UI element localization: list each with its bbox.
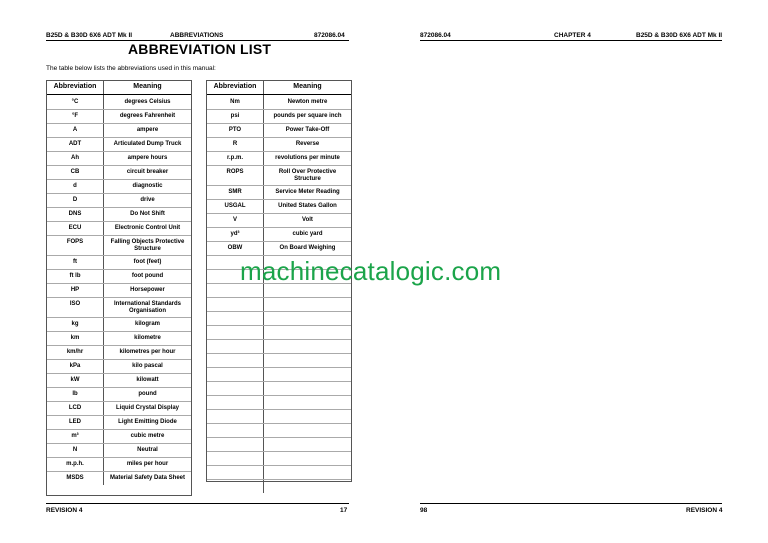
left-header-code: 872086.04 [314, 32, 345, 39]
table-row [47, 193, 191, 207]
abbreviation-cell [207, 368, 264, 381]
right-header-rule [420, 40, 722, 41]
table-row [207, 325, 351, 339]
meaning-cell: Liquid Crystal Display [115, 405, 179, 412]
meaning-cell: miles per hour [126, 461, 169, 468]
table-row [47, 165, 191, 179]
column-header-meaning: Meaning [293, 83, 322, 91]
meaning-cell [264, 312, 351, 325]
table-row [47, 401, 191, 415]
right-header-chapter: CHAPTER 4 [554, 32, 591, 39]
meaning-cell: International Standards Organisation [113, 300, 181, 314]
column-header-meaning: Meaning [133, 83, 162, 91]
table-row [207, 409, 351, 423]
abbreviation-cell: lb [47, 388, 104, 401]
abbreviation-cell: Nm [207, 95, 264, 109]
meaning-cell: Falling Objects Protective Structure [110, 238, 185, 252]
abbreviation-cell: d [47, 180, 104, 193]
table-row [207, 185, 351, 199]
table-row [47, 95, 191, 109]
meaning-cell [264, 326, 351, 339]
table-header-row [207, 81, 351, 95]
table-row [207, 339, 351, 353]
meaning-cell: Roll Over Protective Structure [278, 168, 337, 182]
meaning-cell: ampere hours [127, 155, 168, 162]
meaning-cell: Volt [302, 217, 313, 224]
table-row [207, 437, 351, 451]
meaning-cell: cubic metre [130, 433, 165, 440]
abbreviation-cell: ECU [47, 222, 104, 235]
abbreviation-cell: kg [47, 318, 104, 331]
meaning-cell [264, 298, 351, 311]
abbreviation-cell: USGAL [207, 200, 264, 213]
meaning-cell [264, 340, 351, 353]
abbreviation-table-left [46, 80, 192, 496]
table-row [47, 221, 191, 235]
meaning-cell [264, 438, 351, 451]
table-row [47, 137, 191, 151]
table-row [47, 471, 191, 485]
table-row [47, 331, 191, 345]
meaning-cell [264, 354, 351, 367]
table-row [207, 297, 351, 311]
table-row [207, 109, 351, 123]
table-row [47, 179, 191, 193]
table-row [207, 151, 351, 165]
meaning-cell: kilometre [134, 335, 161, 342]
abbreviation-cell: ft [47, 256, 104, 269]
abbreviation-cell: yd³ [207, 228, 264, 241]
abbreviation-cell: ROPS [207, 166, 264, 185]
meaning-cell: ampere [136, 127, 159, 134]
abbreviation-cell [207, 396, 264, 409]
table-row [47, 415, 191, 429]
column-header-abbreviation: Abbreviation [207, 81, 264, 94]
meaning-cell [264, 410, 351, 423]
abbreviation-cell: km [47, 332, 104, 345]
table-row [207, 465, 351, 479]
abbreviation-cell: ft lb [47, 270, 104, 283]
meaning-cell [264, 452, 351, 465]
table-row [47, 457, 191, 471]
abbreviation-cell: °C [47, 95, 104, 109]
meaning-cell: degrees Celsius [124, 98, 171, 105]
meaning-cell: Service Meter Reading [275, 189, 340, 196]
meaning-cell: Reverse [295, 141, 320, 148]
meaning-cell: kilogram [134, 321, 160, 328]
table-row [47, 235, 191, 255]
abbreviation-cell: OBW [207, 242, 264, 255]
abbreviation-cell [207, 410, 264, 423]
table-row [207, 423, 351, 437]
meaning-cell: Light Emitting Diode [118, 419, 177, 426]
meaning-cell: kilometres per hour [119, 349, 176, 356]
abbreviation-cell: N [47, 444, 104, 457]
meaning-cell [264, 480, 351, 493]
table-row [207, 123, 351, 137]
table-row [207, 199, 351, 213]
table-row [207, 95, 351, 109]
abbreviation-cell [207, 452, 264, 465]
table-row [47, 151, 191, 165]
table-row [207, 311, 351, 325]
left-footer-revision: REVISION 4 [46, 507, 83, 514]
abbreviation-cell: FOPS [47, 236, 104, 255]
table-row [207, 241, 351, 255]
abbreviation-cell [207, 466, 264, 479]
meaning-cell: Power Take-Off [285, 127, 330, 134]
meaning-cell: Material Safety Data Sheet [109, 475, 186, 482]
abbreviation-cell [207, 312, 264, 325]
table-row [207, 395, 351, 409]
table-row [47, 269, 191, 283]
abbreviation-cell: HP [47, 284, 104, 297]
right-footer-rule [420, 503, 722, 504]
meaning-cell [264, 382, 351, 395]
table-row [207, 367, 351, 381]
abbreviation-cell: DNS [47, 208, 104, 221]
table-row [47, 297, 191, 317]
table-row [47, 123, 191, 137]
right-footer-revision: REVISION 4 [686, 507, 723, 514]
watermark-text: machinecatalogic.com [240, 256, 502, 286]
page-title: ABBREVIATION LIST [128, 41, 272, 57]
abbreviation-cell [207, 326, 264, 339]
table-row [207, 353, 351, 367]
abbreviation-cell: A [47, 124, 104, 137]
abbreviation-cell: MSDS [47, 472, 104, 485]
meaning-cell: United States Gallon [278, 203, 337, 210]
abbreviation-cell [207, 354, 264, 367]
meaning-cell: Articulated Dump Truck [113, 141, 182, 148]
abbreviation-cell: m³ [47, 430, 104, 443]
abbreviation-cell [207, 298, 264, 311]
meaning-cell [264, 368, 351, 381]
abbreviation-cell: m.p.h. [47, 458, 104, 471]
table-row [47, 207, 191, 221]
meaning-cell: Neutral [137, 447, 158, 454]
meaning-cell: foot pound [131, 273, 164, 280]
abbreviation-cell: SMR [207, 186, 264, 199]
meaning-cell [264, 396, 351, 409]
left-footer-page-number: 17 [340, 507, 348, 514]
abbreviation-cell: V [207, 214, 264, 227]
left-header-model: B25D & B30D 6X6 ADT Mk II [46, 32, 133, 39]
meaning-cell: foot (feet) [133, 259, 162, 266]
table-row [207, 381, 351, 395]
meaning-cell: pounds per square inch [273, 113, 342, 120]
table-row [47, 345, 191, 359]
table-row [207, 451, 351, 465]
abbreviation-cell: ISO [47, 298, 104, 317]
table-row [47, 443, 191, 457]
table-row [207, 165, 351, 185]
meaning-cell: kilowatt [136, 377, 159, 384]
abbreviation-cell: kPa [47, 360, 104, 373]
left-header-section: ABBREVIATIONS [170, 32, 224, 39]
abbreviation-cell [207, 480, 264, 493]
table-row [47, 387, 191, 401]
table-row [207, 227, 351, 241]
table-row [47, 255, 191, 269]
meaning-cell: revolutions per minute [275, 155, 340, 162]
table-row [47, 373, 191, 387]
abbreviation-cell: R [207, 138, 264, 151]
intro-text: The table below lists the abbreviations used in this manual: [46, 65, 216, 72]
meaning-cell: degrees Fahrenheit [119, 113, 176, 120]
meaning-cell [264, 424, 351, 437]
table-row [47, 317, 191, 331]
right-header-code: 872086.04 [420, 32, 451, 39]
left-footer-rule [46, 503, 349, 504]
table-row [47, 109, 191, 123]
meaning-cell: pound [138, 391, 157, 398]
meaning-cell: Newton metre [287, 98, 328, 105]
right-header-model: B25D & B30D 6X6 ADT Mk II [636, 32, 723, 39]
abbreviation-cell: D [47, 194, 104, 207]
table-header-row [47, 81, 191, 95]
meaning-cell: Electronic Control Unit [114, 225, 181, 232]
column-header-abbreviation: Abbreviation [47, 81, 104, 94]
abbreviation-cell: PTO [207, 124, 264, 137]
table-row [207, 137, 351, 151]
abbreviation-cell: LED [47, 416, 104, 429]
meaning-cell: cubic yard [292, 231, 323, 238]
table-row [47, 429, 191, 443]
abbreviation-cell: psi [207, 110, 264, 123]
meaning-cell: Horsepower [130, 287, 165, 294]
abbreviation-cell [207, 340, 264, 353]
abbreviation-cell: ADT [47, 138, 104, 151]
abbreviation-cell: Ah [47, 152, 104, 165]
meaning-cell: circuit breaker [126, 169, 169, 176]
meaning-cell [264, 466, 351, 479]
meaning-cell: Do Not Shift [130, 211, 165, 218]
abbreviation-cell: kW [47, 374, 104, 387]
right-footer-page-number: 98 [420, 507, 428, 514]
meaning-cell: On Board Weighing [279, 245, 336, 252]
abbreviation-cell: LCD [47, 402, 104, 415]
abbreviation-cell [207, 424, 264, 437]
meaning-cell: diagnostic [132, 183, 163, 190]
meaning-cell: kilo pascal [132, 363, 163, 370]
table-row [207, 479, 351, 493]
abbreviation-cell: r.p.m. [207, 152, 264, 165]
table-row [47, 283, 191, 297]
abbreviation-cell: km/hr [47, 346, 104, 359]
table-row [47, 359, 191, 373]
abbreviation-cell: °F [47, 110, 104, 123]
meaning-cell: drive [140, 197, 155, 204]
abbreviation-cell [207, 382, 264, 395]
abbreviation-cell: CB [47, 166, 104, 179]
abbreviation-cell [207, 438, 264, 451]
table-row [207, 213, 351, 227]
